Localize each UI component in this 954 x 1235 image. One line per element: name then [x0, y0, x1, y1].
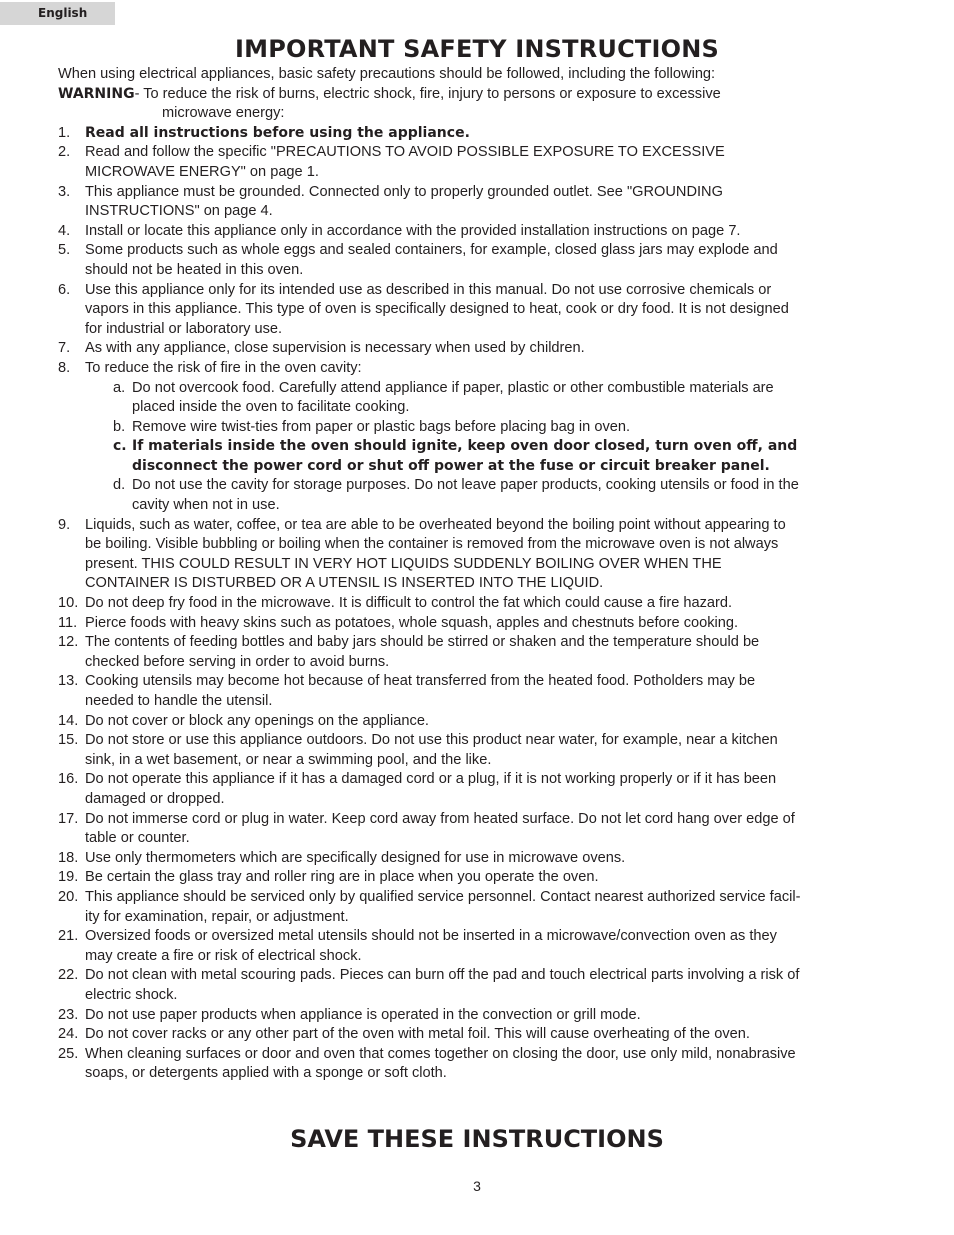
- list-item: [58, 222, 898, 242]
- item-number: 16.: [58, 771, 79, 788]
- item-number: 20.: [58, 888, 79, 905]
- list-item: [58, 810, 898, 849]
- item-number: 23.: [58, 1006, 79, 1023]
- sub-item-letter: c.: [113, 438, 127, 455]
- list-item: [58, 712, 898, 732]
- item-text: As with any appliance, close supervision is necessary when used by children.: [85, 340, 585, 357]
- item-text: Do not operate this appliance if it has a damaged cord or a plug, if it is not working properly or if it has been damaged or dropped.: [85, 771, 777, 807]
- list-item: [58, 927, 898, 966]
- item-number: 3.: [58, 183, 71, 200]
- item-text: Use only thermometers which are specifically designed for use in microwave ovens.: [85, 849, 626, 866]
- item-number: 1.: [58, 124, 71, 141]
- sub-item-text: If materials inside the oven should ignite, keep oven door closed, turn oven off, and disconnect the power cord or shut off power at the fuse or circuit breaker panel.: [132, 438, 798, 474]
- item-number: 10.: [58, 595, 79, 612]
- item-number: 24.: [58, 1026, 79, 1043]
- warning-row: [58, 85, 898, 105]
- safety-content: [58, 65, 898, 1084]
- item-text: When cleaning surfaces or door and oven that comes together on closing the door, use only mild, nonabrasive soaps, or detergents applied with a sponge or soft cloth.: [85, 1045, 796, 1082]
- item-text: Use this appliance only for its intended use as described in this manual. Do not use corrosive chemicals or vapors in this appliance. This type of oven is specifically designed to heat, cook or dry food. It is not designed for industrial or laboratory use.: [85, 281, 789, 337]
- list-item: [58, 614, 898, 634]
- sub-item-letter: d.: [113, 477, 126, 494]
- list-item: [58, 516, 898, 594]
- list-item: [58, 849, 898, 869]
- warning-text: - To reduce the risk of burns, electric shock, fire, injury to persons or exposure to excessive: [134, 85, 721, 102]
- list-item: [58, 868, 898, 888]
- list-item: [58, 594, 898, 614]
- item-number: 18.: [58, 849, 79, 866]
- item-text: Liquids, such as water, coffee, or tea are able to be overheated beyond the boiling point without appearing to be boiling. Visible bubbling or boiling when the container is removed from the microwave oven is not always present. THIS COULD RESULT IN VERY HOT LIQUIDS SUDDENLY BOILING OVER WHEN THE CONTAINER IS DISTURBED OR A UTENSIL IS INSERTED INTO THE LIQUID.: [85, 516, 786, 592]
- item-text: Read and follow the specific "PRECAUTIONS TO AVOID POSSIBLE EXPOSURE TO EXCESSIVE MICROWAVE ENERGY" on page 1.: [85, 144, 725, 180]
- list-item: [58, 1025, 898, 1045]
- item-number: 17.: [58, 810, 79, 827]
- item-number: 8.: [58, 359, 71, 376]
- item-text: This appliance must be grounded. Connected only to properly grounded outlet. See "GROUNDING INSTRUCTIONS" on page 4.: [85, 183, 723, 220]
- item-number: 13.: [58, 673, 79, 690]
- item-number: 11.: [58, 614, 78, 631]
- item-text: The contents of feeding bottles and baby jars should be stirred or shaken and the temperature should be checked before serving in order to avoid burns.: [85, 634, 760, 670]
- item-number: 9.: [58, 516, 71, 533]
- sub-item: [58, 418, 898, 438]
- list-item: [58, 124, 898, 144]
- list-item: [58, 731, 898, 770]
- list-item: [58, 888, 898, 927]
- item-text: Some products such as whole eggs and sealed containers, for example, closed glass jars may explode and should not be heated in this oven.: [85, 242, 778, 278]
- item-text: Cooking utensils may become hot because of heat transferred from the heated food. Potholders may be needed to handle the utensil.: [85, 673, 756, 709]
- item-text: To reduce the risk of fire in the oven cavity:: [85, 359, 362, 376]
- item-number: 2.: [58, 144, 71, 161]
- sub-item-text: Remove wire twist-ties from paper or plastic bags before placing bag in oven.: [132, 418, 631, 435]
- page-title: IMPORTANT SAFETY INSTRUCTIONS: [235, 35, 719, 63]
- item-text: Do not use paper products when appliance is operated in the convection or grill mode.: [85, 1006, 641, 1023]
- item-text: Install or locate this appliance only in accordance with the provided installation instructions on page 7.: [85, 222, 741, 239]
- list-item: [58, 143, 898, 182]
- sub-item-letter: b.: [113, 418, 126, 435]
- item-text: Oversized foods or oversized metal utensils should not be inserted in a microwave/convection oven as they may create a fire or risk of electrical shock.: [85, 928, 777, 964]
- item-number: 6.: [58, 281, 71, 298]
- item-text: This appliance should be serviced only by qualified service personnel. Contact nearest authorized service facil- ity for examination, repair, or adjustment.: [85, 888, 801, 925]
- save-instructions-heading: SAVE THESE INSTRUCTIONS: [290, 1125, 664, 1153]
- list-item: [58, 672, 898, 711]
- item-number: 19.: [58, 869, 79, 886]
- item-text: Do not immerse cord or plug in water. Keep cord away from heated surface. Do not let cord hang over edge of table or counter.: [85, 810, 795, 847]
- warning-continuation: microwave energy:: [162, 105, 285, 122]
- list-item: [58, 241, 898, 280]
- item-text: Do not cover racks or any other part of the oven with metal foil. This will cause overheating of the oven.: [85, 1026, 750, 1043]
- item-text: Do not store or use this appliance outdoors. Do not use this product near water, for example, near a kitchen sink, in a wet basement, or near a swimming pool, and the like.: [85, 732, 778, 768]
- list-item: [58, 770, 898, 809]
- item-number: 5.: [58, 242, 71, 259]
- list-item: [58, 281, 898, 340]
- item-number: 4.: [58, 222, 71, 239]
- language-tab: English: [0, 2, 115, 25]
- list-item: [58, 633, 898, 672]
- sub-item: [58, 379, 898, 418]
- sub-item: [58, 437, 898, 476]
- sub-item-text: Do not use the cavity for storage purposes. Do not leave paper products, cooking utensils or food in the cavity when not in use.: [132, 477, 799, 514]
- list-item: [58, 1045, 898, 1084]
- sub-item-text: Do not overcook food. Carefully attend appliance if paper, plastic or other combustible materials are placed inside the oven to facilitate cooking.: [132, 379, 774, 416]
- item-number: 25.: [58, 1045, 79, 1062]
- list-item: [58, 1006, 898, 1026]
- list-item: [58, 966, 898, 1005]
- instructions-list: [58, 124, 898, 1084]
- item-text: Be certain the glass tray and roller ring are in place when you operate the oven.: [85, 869, 599, 886]
- sub-item-letter: a.: [113, 379, 126, 396]
- item-number: 21.: [58, 928, 79, 945]
- item-text: Read all instructions before using the appliance.: [85, 124, 470, 141]
- intro-text: When using electrical appliances, basic safety precautions should be followed, including the following:: [58, 66, 716, 82]
- item-text: Do not deep fry food in the microwave. It is difficult to control the fat which could cause a fire hazard.: [85, 595, 733, 612]
- page-number: 3: [473, 1178, 481, 1194]
- item-number: 7.: [58, 340, 71, 357]
- warning-label: WARNING: [58, 85, 135, 102]
- item-number: 14.: [58, 712, 79, 729]
- item-number: 15.: [58, 732, 79, 749]
- item-text: Do not cover or block any openings on the appliance.: [85, 712, 429, 729]
- item-text: Do not clean with metal scouring pads. Pieces can burn off the pad and touch electrical parts involving a risk of electric shock.: [85, 967, 800, 1003]
- item-number: 12.: [58, 634, 79, 651]
- list-item: [58, 359, 898, 379]
- item-number: 22.: [58, 967, 79, 984]
- list-item: [58, 339, 898, 359]
- sub-item: [58, 476, 898, 515]
- list-item: [58, 183, 898, 222]
- item-text: Pierce foods with heavy skins such as potatoes, whole squash, apples and chestnuts before cooking.: [85, 614, 739, 631]
